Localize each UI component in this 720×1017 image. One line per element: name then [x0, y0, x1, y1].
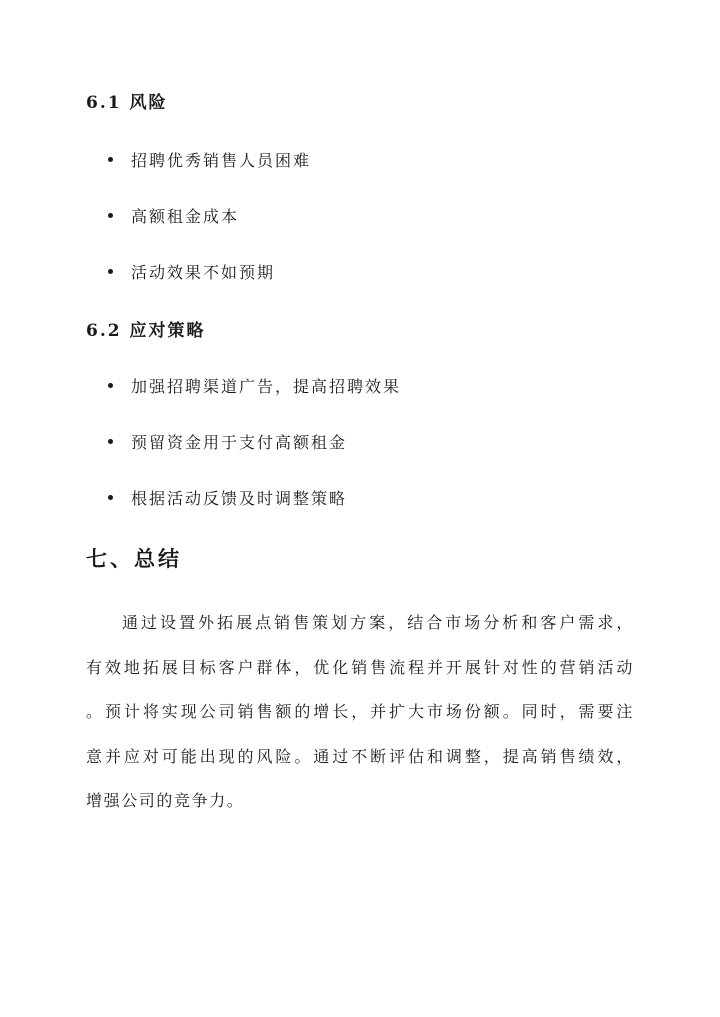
- bullet-icon: [108, 439, 113, 444]
- bullet-icon: [108, 157, 113, 162]
- paragraph-line: 。预计将实现公司销售额的增长，并扩大市场份额。同时，需要注: [86, 702, 634, 721]
- section-heading-6-1: 6.1 风险: [86, 93, 168, 113]
- paragraph-line: 增强公司的竞争力。: [86, 791, 245, 810]
- list-item-text: 加强招聘渠道广告，提高招聘效果: [131, 377, 402, 396]
- list-item: [108, 204, 239, 227]
- list-item: [108, 148, 311, 171]
- paragraph-line: 意并应对可能出现的风险。通过不断评估和调整，提高销售绩效，: [86, 747, 634, 766]
- list-item-text: 预留资金用于支付高额租金: [131, 433, 348, 452]
- bullet-icon: [108, 269, 113, 274]
- list-item: [108, 374, 401, 397]
- list-item-text: 活动效果不如预期: [131, 263, 276, 282]
- list-item-text: 根据活动反馈及时调整策略: [131, 489, 348, 508]
- bullet-icon: [108, 495, 113, 500]
- paragraph-line: 通过设置外拓展点销售策划方案，结合市场分析和客户需求，: [122, 613, 634, 632]
- list-item: [108, 260, 275, 283]
- list-item-text: 招聘优秀销售人员困难: [131, 151, 312, 170]
- list-item-text: 高额租金成本: [131, 207, 240, 226]
- bullet-icon: [108, 213, 113, 218]
- list-item: [108, 486, 347, 509]
- bullet-icon: [108, 383, 113, 388]
- list-item: [108, 430, 347, 453]
- section-heading-6-2: 6.2 应对策略: [86, 321, 206, 341]
- paragraph-line: 有效地拓展目标客户群体，优化销售流程并开展针对性的营销活动: [86, 658, 634, 677]
- section-heading-7: 七、总结: [86, 546, 182, 571]
